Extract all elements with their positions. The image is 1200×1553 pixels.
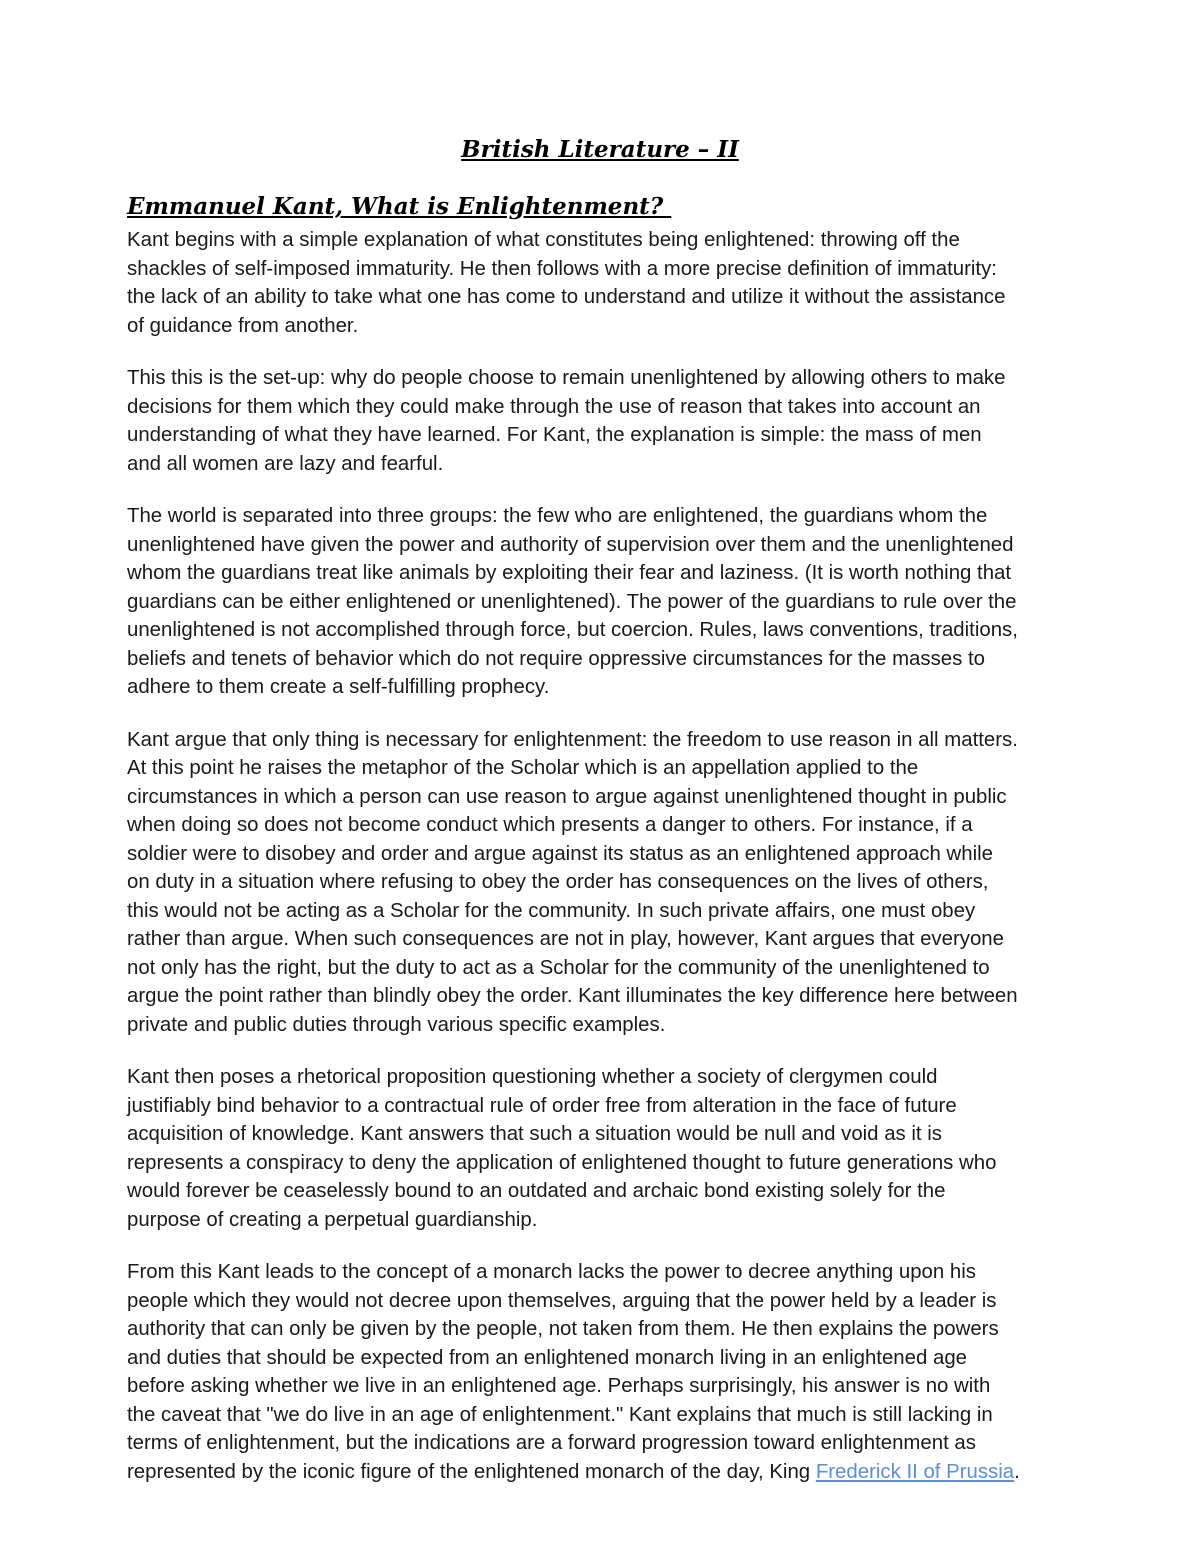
text-line: beliefs and tenets of behavior which do not require oppressive circumstances for the masses to: [127, 647, 985, 670]
text-line: and duties that should be expected from an enlightened monarch living in an enlightened age: [127, 1346, 968, 1369]
paragraph-5: [127, 1063, 1077, 1234]
text-line: This this is the set-up: why do people choose to remain unenlightened by allowing others to make: [127, 367, 1006, 389]
text-line: guardians can be either enlightened or unenlightened). The power of the guardians to rule over the: [127, 590, 1017, 613]
paragraph-4: [127, 726, 1077, 1040]
text-line: whom the guardians treat like animals by exploiting their fear and laziness. (It is worth nothing that: [127, 562, 1012, 584]
text-line: the lack of an ability to take what one has come to understand and utilize it without the assistance: [127, 286, 1006, 308]
text-line: when doing so does not become conduct which presents a danger to others. For instance, if a: [127, 814, 973, 836]
text-line: adhere to them create a self-fulfilling prophecy.: [127, 676, 550, 698]
text-line: not only has the right, but the duty to act as a Scholar for the community of the unenlightened to: [127, 956, 990, 979]
text-line: acquisition of knowledge. Kant answers that such a situation would be null and void as it is: [127, 1123, 942, 1145]
text-line: the caveat that "we do live in an age of enlightenment." Kant explains that much is still lacking in: [127, 1403, 993, 1426]
text-line: understanding of what they have learned. For Kant, the explanation is simple: the mass of men: [127, 424, 982, 446]
text-line: people which they would not decree upon themselves, arguing that the power held by a leader is: [127, 1289, 997, 1312]
text-line: unenlightened is not accomplished through force, but coercion. Rules, laws conventions, traditions,: [127, 619, 1018, 641]
text-line: rather than argue. When such consequences are not in play, however, Kant argues that everyone: [127, 928, 1004, 950]
section-heading: Emmanuel Kant, What is Enlightenment?: [127, 193, 672, 220]
final-line-end: .: [1014, 1460, 1020, 1483]
frederick-ii-link[interactable]: Frederick II of Prussia: [815, 1460, 1015, 1483]
text-line: From this Kant leads to the concept of a monarch lacks the power to decree anything upon his: [127, 1261, 976, 1283]
text-line: The world is separated into three groups: the few who are enlightened, the guardians whom the: [127, 505, 988, 527]
text-line: decisions for them which they could make through the use of reason that takes into account an: [127, 395, 981, 418]
paragraph-2: [127, 364, 1077, 478]
paragraph-3: [127, 502, 1077, 702]
text-line: argue the point rather than blindly obey the order. Kant illuminates the key difference here between: [127, 985, 1018, 1007]
text-line: authority that can only be given by the people, not taken from them. He then explains the powers: [127, 1318, 999, 1340]
final-line: [127, 1458, 1077, 1487]
final-line-text: represented by the iconic figure of the enlightened monarch of the day, King: [127, 1460, 816, 1483]
paragraph-6: [127, 1258, 1077, 1486]
text-line: private and public duties through various specific examples.: [127, 1013, 666, 1036]
document-title: British Literature – II: [461, 136, 739, 163]
text-line: would forever be ceaselessly bound to an outdated and archaic bond existing solely for the: [127, 1180, 946, 1202]
text-line: terms of enlightenment, but the indications are a forward progression toward enlightenment as: [127, 1432, 976, 1454]
text-line: circumstances in which a person can use reason to argue against unenlightened thought in public: [127, 785, 1007, 808]
paragraph-1: [127, 226, 1077, 340]
text-line: shackles of self-imposed immaturity. He then follows with a more precise definition of immaturity:: [127, 257, 997, 280]
text-line: on duty in a situation where refusing to obey the order has consequences on the lives of others,: [127, 871, 989, 893]
text-line: Kant then poses a rhetorical proposition questioning whether a society of clergymen could: [127, 1066, 938, 1088]
text-line: justifiably bind behavior to a contractual rule of order free from alteration in the face of future: [127, 1094, 957, 1117]
text-line: before asking whether we live in an enlightened age. Perhaps surprisingly, his answer is no with: [127, 1375, 991, 1397]
text-line: and all women are lazy and fearful.: [127, 452, 444, 475]
text-line: represents a conspiracy to deny the application of enlightened thought to future generations who: [127, 1151, 997, 1174]
text-line: purpose of creating a perpetual guardianship.: [127, 1208, 538, 1231]
text-line: of guidance from another.: [127, 314, 359, 337]
text-line: At this point he raises the metaphor of the Scholar which is an appellation applied to the: [127, 757, 919, 779]
text-line: Kant begins with a simple explanation of what constitutes being enlightened: throwing off the: [127, 229, 960, 251]
document-body: [127, 226, 1077, 1510]
text-line: this would not be acting as a Scholar for the community. In such private affairs, one must obey: [127, 899, 976, 922]
text-line: unenlightened have given the power and authority of supervision over them and the unenlightened: [127, 533, 1014, 556]
text-line: soldier were to disobey and order and argue against its status as an enlightened approach while: [127, 842, 994, 865]
text-line: Kant argue that only thing is necessary for enlightenment: the freedom to use reason in all matters.: [127, 728, 1018, 751]
